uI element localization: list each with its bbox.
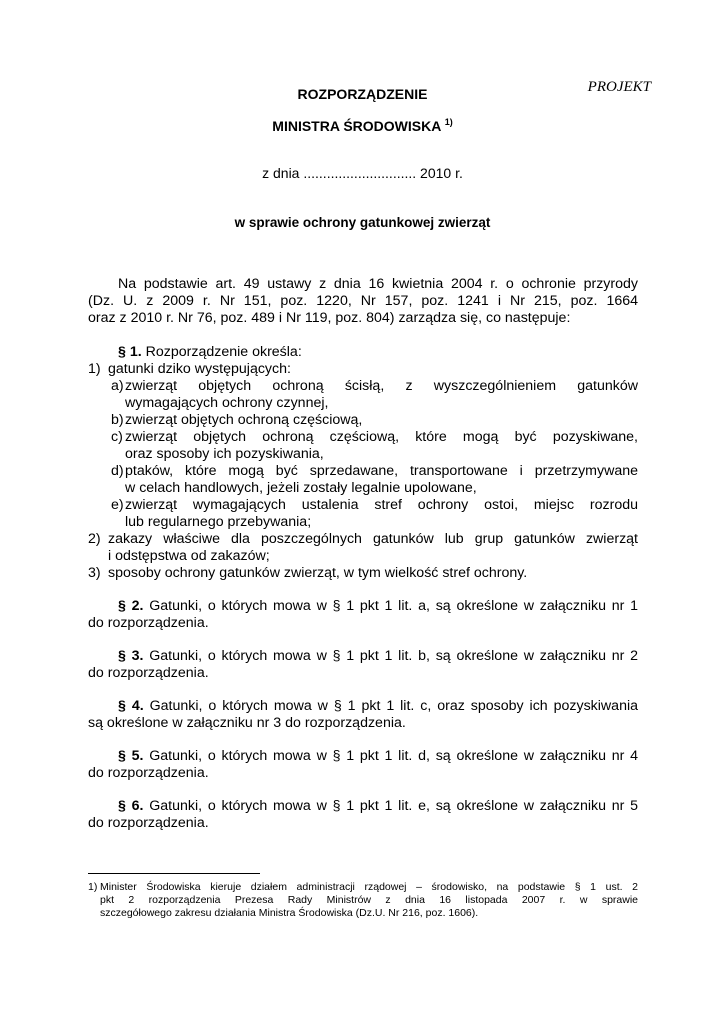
item-number: 1) [88,361,101,377]
list-item [88,429,638,446]
item-letter: d) [111,463,124,479]
preamble-line: oraz z 2010 r. Nr 76, poz. 489 i Nr 119, poz. 804) zarządza się, co następuje: [88,310,571,326]
list-item [88,531,638,548]
section-line [88,598,638,615]
item-text: zwierząt objętych ochroną częściową, [125,412,363,428]
item-text: zwierząt objętych ochroną ścisłą, z wyszczególnieniem gatunków [125,378,638,394]
section-mark: § 4. [118,698,144,714]
section-line [88,748,638,765]
section-3 [88,648,638,682]
item-text: zakazy właściwe dla poszczególnych gatunków lub grup gatunków zwierząt [108,531,638,547]
section-1 [88,344,638,582]
item-text: oraz sposoby ich pozyskiwania, [125,446,324,462]
item-text: lub regularnego przebywania; [125,514,312,530]
footnote-number: 1) [88,881,98,893]
item-letter: c) [111,429,123,445]
footnote-ref: 1) [444,117,453,127]
section-mark: § 2. [118,598,144,614]
item-text: gatunki dziko występujących: [108,361,291,377]
section-line [88,798,638,815]
footnote-divider [88,873,260,874]
projekt-label: PROJEKT [587,79,651,95]
document-title: ROZPORZĄDZENIE [297,86,428,102]
section-mark: § 1. [118,344,142,360]
item-text: ptaków, które mogą być sprzedawane, transportowane i przetrzymywane [125,463,638,479]
section-mark: § 3. [118,648,144,664]
section-line: do rozporządzenia. [88,815,209,831]
section-text: Rozporządzenie określa: [141,344,302,360]
section-text: Gatunki, o których mowa w § 1 pkt 1 lit. e, są określone w załączniku nr 5 [143,798,638,814]
item-number: 3) [88,565,101,581]
section-line [88,648,638,665]
section-4 [88,698,638,732]
preamble [88,276,638,327]
footnote [88,881,638,920]
section-line [88,698,638,715]
item-text: sposoby ochrony gatunków zwierząt, w tym wielkość stref ochrony. [108,565,528,581]
section-text: Gatunki, o których mowa w § 1 pkt 1 lit. d, są określone w załączniku nr 4 [143,748,638,764]
section-line: do rozporządzenia. [88,665,209,681]
section-line: do rozporządzenia. [88,615,209,631]
section-line: do rozporządzenia. [88,765,209,781]
section-6 [88,798,638,832]
item-letter: a) [111,378,124,394]
document-subject: w sprawie ochrony gatunkowej zwierząt [234,215,491,230]
list-item [88,412,638,429]
list-item [88,361,638,378]
section-line: są określone w załączniku nr 3 do rozporządzenia. [88,715,406,731]
section-1-intro [88,344,638,361]
preamble-line: (Dz. U. z 2009 r. Nr 151, poz. 1220, Nr 157, poz. 1241 i Nr 215, poz. 1664 [88,293,638,309]
item-text: i odstępstwa od zakazów; [108,548,270,564]
document-body [88,276,638,832]
section-2 [88,598,638,632]
section-text: Gatunki, o których mowa w § 1 pkt 1 lit. a, są określone w załączniku nr 1 [143,598,638,614]
footnote-line: Minister Środowiska kieruje działem administracji rządowej – środowisko, na podstawie § 1 ust. 2 [100,881,638,893]
issuer-title [0,117,725,134]
section-5 [88,748,638,782]
item-letter: b) [111,412,124,428]
section-text: Gatunki, o których mowa w § 1 pkt 1 lit. b, są określone w załączniku nr 2 [143,648,638,664]
footnote-body [88,881,638,920]
section-text: Gatunki, o których mowa w § 1 pkt 1 lit. c, oraz sposoby ich pozyskiwania [143,698,639,714]
footnote-line: pkt 2 rozporządzenia Prezesa Rady Ministrów z dnia 16 listopada 2007 r. w sprawie [100,894,638,906]
item-text: wymagających ochrony czynnej, [125,395,329,411]
item-number: 2) [88,531,101,547]
list-item [88,497,638,514]
item-text: zwierząt wymagających ustalenia stref ochrony ostoi, miejsc rozrodu [125,497,638,513]
section-mark: § 6. [118,798,144,814]
issuer-name: MINISTRA ŚRODOWISKA [272,118,441,134]
document-date: z dnia ............................. 2010 r. [262,165,463,181]
footnote-line: szczegółowego zakresu działania Ministra Środowiska (Dz.U. Nr 216, poz. 1606). [100,907,479,919]
list-item [88,463,638,480]
item-letter: e) [111,497,124,513]
list-item [88,565,638,582]
preamble-line: Na podstawie art. 49 ustawy z dnia 16 kwietnia 2004 r. o ochronie przyrody [118,276,638,292]
item-text: zwierząt objętych ochroną częściową, które mogą być pozyskiwane, [125,429,638,445]
list-item [88,378,638,395]
section-mark: § 5. [118,748,144,764]
item-text: w celach handlowych, jeżeli zostały legalnie upolowane, [125,480,477,496]
